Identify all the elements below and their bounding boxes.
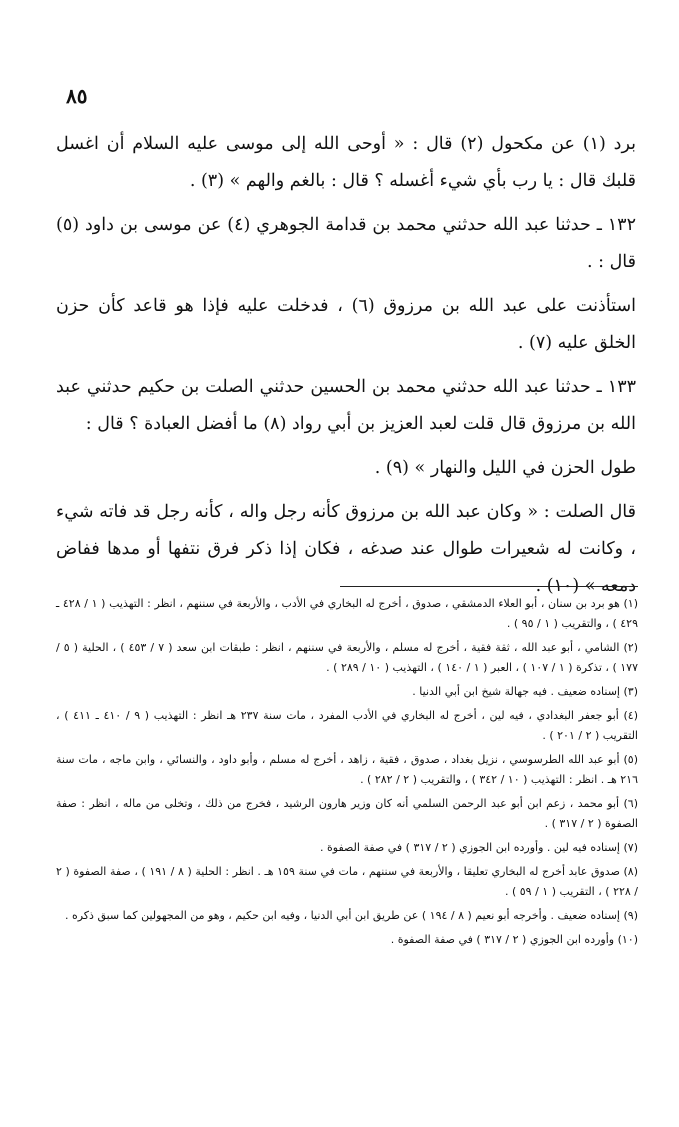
paragraph: ١٣٢ ـ حدثنا عبد الله حدثني محمد بن قدامة الجوهري (٤) عن موسى بن داود (٥) قال : . (56, 215, 636, 272)
paragraph: استأذنت على عبد الله بن مرزوق (٦) ، فدخلت عليه فإذا هو قاعد كأن حزن الخلق عليه (٧) . (56, 296, 636, 353)
footnote: (٥) أبو عبد الله الطرسوسي ، نزيل بغداد ، صدوق ، فقية ، زاهد ، أخرج له مسلم ، وأبو داود ، والنسائي ، وابن ماجه ، مات سنة ٢١٦ هـ . انظر : التهذيب ( ١٠ / ٣٤٢ ) ، والتقريب ( ٢ / ٢٨٢ ) . (56, 753, 638, 786)
footnote: (٧) إسناده فيه لين . وأورده ابن الجوزي ( ٢ / ٣١٧ ) في صفة الصفوة . (320, 841, 638, 854)
footnotes (56, 594, 638, 950)
footnote: (١٠) وأورده ابن الجوزي ( ٢ / ٣١٧ ) في صفة الصفوة . (390, 933, 638, 946)
paragraph: ١٣٣ ـ حدثنا عبد الله حدثني محمد بن الحسين حدثني الصلت بن حكيم حدثني عبد الله بن مرزوق قال قلت لعبد العزيز بن أبي رواد (٨) ما أفضل العبادة ؟ قال : (56, 377, 636, 434)
footnote-separator (340, 586, 638, 587)
footnote: (٢) الشامي ، أبو عبد الله ، ثقة فقية ، أخرج له مسلم ، والأربعة في سننهم ، انظر : طبقات ابن سعد ( ٧ / ٤٥٣ ) ، الحلية ( ٥ / ١٧٧ ) ، تذكرة ( ١ / ١٠٧ ) ، العبر ( ١ / ١٤٠ ) ، التهذيب ( ١٠ / ٢٨٩ ) . (56, 641, 639, 674)
paragraph: قال الصلت : « وكان عبد الله بن مرزوق كأنه رجل واله ، كأنه رجل قد فاته شيء ، وكانت له شعيرات طوال عند صدغه ، فكان إذا ذكر فرق نتفها أو مدها ففاض دمعه » (١٠) . (56, 502, 636, 596)
paragraph: برد (١) عن مكحول (٢) قال : « أوحى الله إلى موسى عليه السلام أن اغسل قلبك قال : يا رب بأي شيء أغسله ؟ قال : بالغم والهم » (٣) . (56, 134, 637, 191)
footnote: (٤) أبو جعفر البغدادي ، فيه لين ، أخرج له البخاري في الأدب المفرد ، مات سنة ٢٣٧ هـ انظر : التهذيب ( ٩ / ٤١٠ ـ ٤١١ ) ، التقريب ( ٢ / ٢٠١ ) . (56, 709, 639, 742)
footnote: (٨) صدوق عابد أخرج له البخاري تعليقا ، والأربعة في سننهم ، مات في سنة ١٥٩ هـ . انظر : الحلية ( ٨ / ١٩١ ) ، صفة الصفوة ( ٢ / ٢٢٨ ) ، التقريب ( ١ / ٥٩ ) . (56, 865, 639, 898)
paragraph: طول الحزن في الليل والنهار » (٩) . (374, 458, 636, 478)
page-number: ٨٥ (66, 84, 88, 108)
main-text (56, 126, 636, 605)
footnote: (٦) أبو محمد ، زعم ابن أبو عبد الرحمن السلمي أنه كان وزير هارون الرشيد ، فخرج من ذلك ، وتخلى من ماله ، انظر : صفة الصفوة ( ٢ / ٣١٧ ) . (56, 797, 638, 830)
footnote: (٣) إسناده ضعيف . فيه جهالة شيخ ابن أبي الدنيا . (412, 685, 638, 698)
footnote: (٩) إسناده ضعيف . وأخرجه أبو نعيم ( ٨ / ١٩٤ ) عن طريق ابن أبي الدنيا ، وفيه ابن حكيم ، وهو من المجهولين كما سبق ذكره . (64, 909, 638, 922)
footnote: (١) هو برد بن سنان ، أبو العلاء الدمشقي ، صدوق ، أخرج له البخاري في الأدب ، والأربعة في سننهم ، انظر : التهذيب ( ١ / ٤٢٨ ـ ٤٢٩ ) ، والتقريب ( ١ / ٩٥ ) . (56, 597, 638, 630)
